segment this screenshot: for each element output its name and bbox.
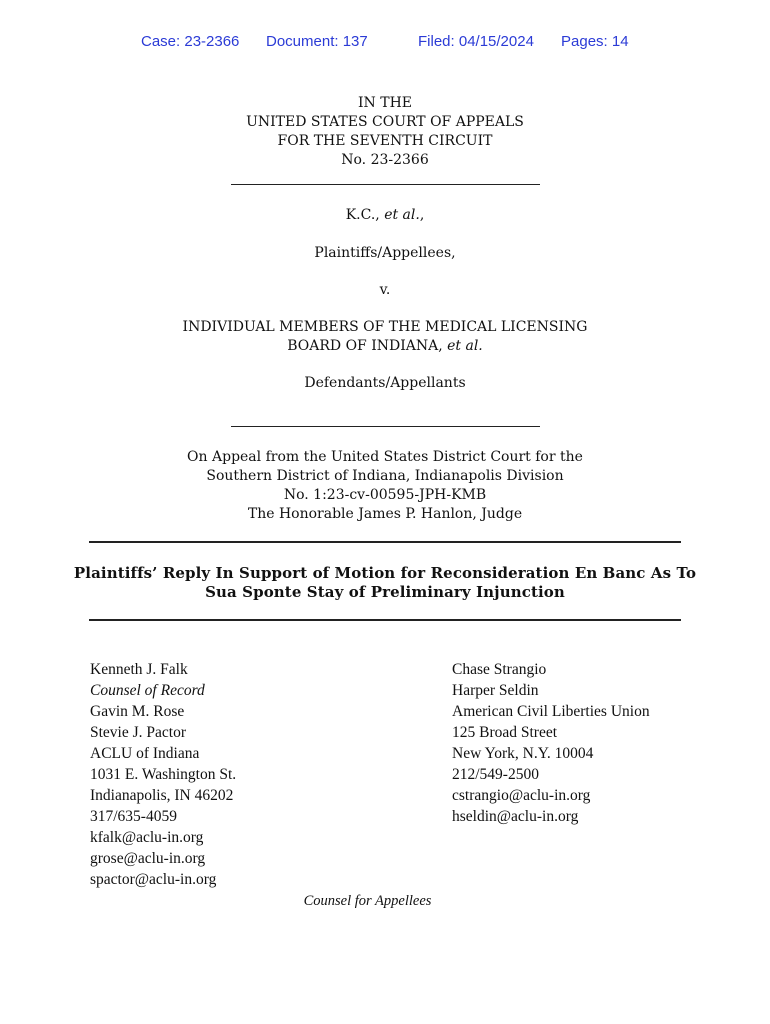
appeal-case-number: No. 23-2366 <box>341 152 429 168</box>
left-counsel-line: Indianapolis, IN 46202 <box>90 787 234 804</box>
case-number-stamp: Case: 23-2366 <box>141 33 240 50</box>
court-line-name: UNITED STATES COURT OF APPEALS <box>246 114 524 130</box>
left-counsel-line: Kenneth J. Falk <box>90 661 188 678</box>
title-rule-bottom <box>89 619 681 621</box>
counsel-for-appellees: Counsel for Appellees <box>303 893 432 909</box>
defendant-name: INDIVIDUAL MEMBERS OF THE MEDICAL LICENSING BOARD OF INDIANA, et al. <box>182 319 588 354</box>
right-counsel-line: New York, N.Y. 10004 <box>452 745 594 762</box>
caption-divider-bottom <box>231 426 540 427</box>
caption-divider-top <box>231 184 540 185</box>
left-counsel-block <box>90 659 236 890</box>
left-counsel-line: grose@aclu-in.org <box>90 850 206 867</box>
versus: v. <box>379 282 391 298</box>
left-counsel-line: Gavin M. Rose <box>90 703 185 720</box>
document-title: Plaintiffs’ Reply In Support of Motion for Reconsideration En Banc As To Sua Sponte Stay of Preliminary Injunction <box>73 564 697 601</box>
district-case-number: No. 1:23-cv-00595-JPH-KMB <box>283 487 487 503</box>
filed-date-stamp: Filed: 04/15/2024 <box>418 33 534 50</box>
pages-stamp: Pages: 14 <box>561 33 629 50</box>
court-line-in-the: IN THE <box>358 95 412 111</box>
court-caption <box>0 94 770 170</box>
judge-name: The Honorable James P. Hanlon, Judge <box>247 506 523 522</box>
right-counsel-line: 212/549-2500 <box>452 766 539 783</box>
left-counsel-line: ACLU of Indiana <box>90 745 200 762</box>
right-counsel-line: Chase Strangio <box>452 661 547 678</box>
left-counsel-line: Counsel of Record <box>90 682 205 699</box>
plaintiff-name: K.C., et al., <box>345 207 425 223</box>
left-counsel-line: 317/635-4059 <box>90 808 177 825</box>
defendant-role: Defendants/Appellants <box>304 375 466 391</box>
plaintiff-role: Plaintiffs/Appellees, <box>314 245 456 261</box>
right-counsel-block <box>452 659 650 827</box>
right-counsel-line: Harper Seldin <box>452 682 539 699</box>
left-counsel-line: 1031 E. Washington St. <box>90 766 237 783</box>
right-counsel-line: American Civil Liberties Union <box>452 703 650 720</box>
left-counsel-line: Stevie J. Pactor <box>90 724 186 741</box>
appeal-line-1: On Appeal from the United States District Court for the <box>187 449 583 465</box>
appeal-line-2: Southern District of Indiana, Indianapolis Division <box>206 468 564 484</box>
court-line-circuit: FOR THE SEVENTH CIRCUIT <box>277 133 493 149</box>
left-counsel-line: spactor@aclu-in.org <box>90 871 217 888</box>
right-counsel-line: hseldin@aclu-in.org <box>452 808 579 825</box>
right-counsel-line: cstrangio@aclu-in.org <box>452 787 591 804</box>
right-counsel-line: 125 Broad Street <box>452 724 558 741</box>
left-counsel-line: kfalk@aclu-in.org <box>90 829 204 846</box>
document-number-stamp: Document: 137 <box>266 33 368 50</box>
title-rule-top <box>89 541 681 543</box>
appeal-info <box>0 448 770 524</box>
